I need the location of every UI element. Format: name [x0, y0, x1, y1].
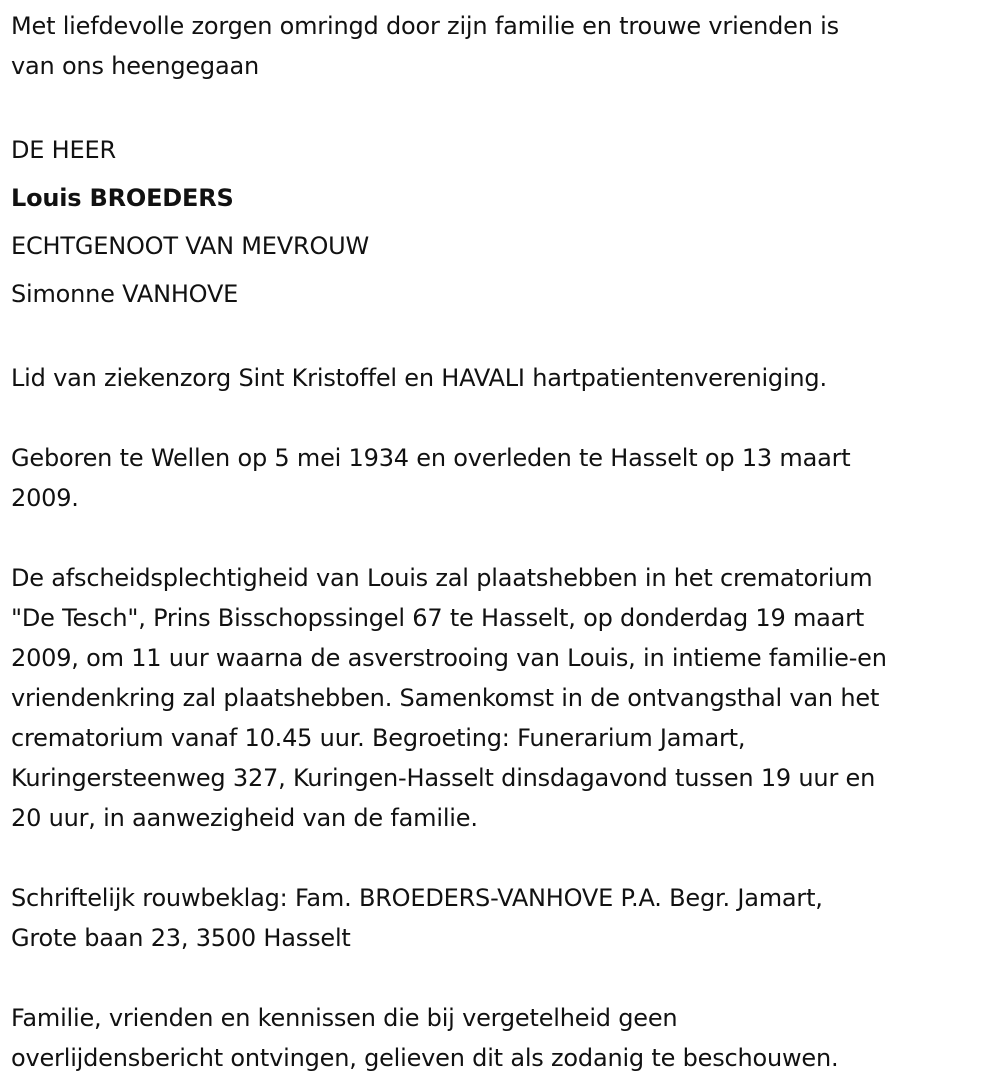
intro-line: van ons heengegaan — [11, 52, 259, 80]
title-prefix: DE HEER — [11, 136, 116, 164]
ceremony-line: 20 uur, in aanwezigheid van de familie. — [11, 804, 478, 832]
ceremony-line: Kuringersteenweg 327, Kuringen-Hasselt dinsdagavond tussen 19 uur en — [11, 764, 876, 792]
closing-paragraph — [11, 998, 991, 1078]
ceremony-paragraph — [11, 558, 991, 838]
deceased-heading-block — [11, 126, 991, 318]
closing-line: overlijdensbericht ontvingen, gelieven dit als zodanig te beschouwen. — [11, 1044, 839, 1072]
intro-line: Met liefdevolle zorgen omringd door zijn familie en trouwe vrienden is — [11, 12, 839, 40]
ceremony-line: De afscheidsplechtigheid van Louis zal plaatshebben in het crematorium — [11, 564, 873, 592]
deceased-name: Louis BROEDERS — [11, 184, 234, 212]
condolence-paragraph — [11, 878, 991, 958]
closing-line: Familie, vrienden en kennissen die bij vergetelheid geen — [11, 1004, 678, 1032]
ceremony-line: 2009, om 11 uur waarna de asverstrooing van Louis, in intieme familie-en — [11, 644, 887, 672]
ceremony-line: vriendenkring zal plaatshebben. Samenkomst in de ontvangsthal van het — [11, 684, 880, 712]
ceremony-line: "De Tesch", Prins Bisschopssingel 67 te Hasselt, op donderdag 19 maart — [11, 604, 865, 632]
condolence-line: Grote baan 23, 3500 Hasselt — [11, 924, 351, 952]
ceremony-line: crematorium vanaf 10.45 uur. Begroeting: Funerarium Jamart, — [11, 724, 746, 752]
spouse-label: ECHTGENOOT VAN MEVROUW — [11, 232, 370, 260]
condolence-line: Schriftelijk rouwbeklag: Fam. BROEDERS-VANHOVE P.A. Begr. Jamart, — [11, 884, 823, 912]
intro-paragraph — [11, 6, 991, 86]
membership-paragraph — [11, 358, 991, 398]
membership-line: Lid van ziekenzorg Sint Kristoffel en HAVALI hartpatientenvereniging. — [11, 364, 827, 392]
birth-death-line: 2009. — [11, 484, 79, 512]
birth-death-paragraph — [11, 438, 991, 518]
spouse-name: Simonne VANHOVE — [11, 280, 239, 308]
birth-death-line: Geboren te Wellen op 5 mei 1934 en overleden te Hasselt op 13 maart — [11, 444, 851, 472]
